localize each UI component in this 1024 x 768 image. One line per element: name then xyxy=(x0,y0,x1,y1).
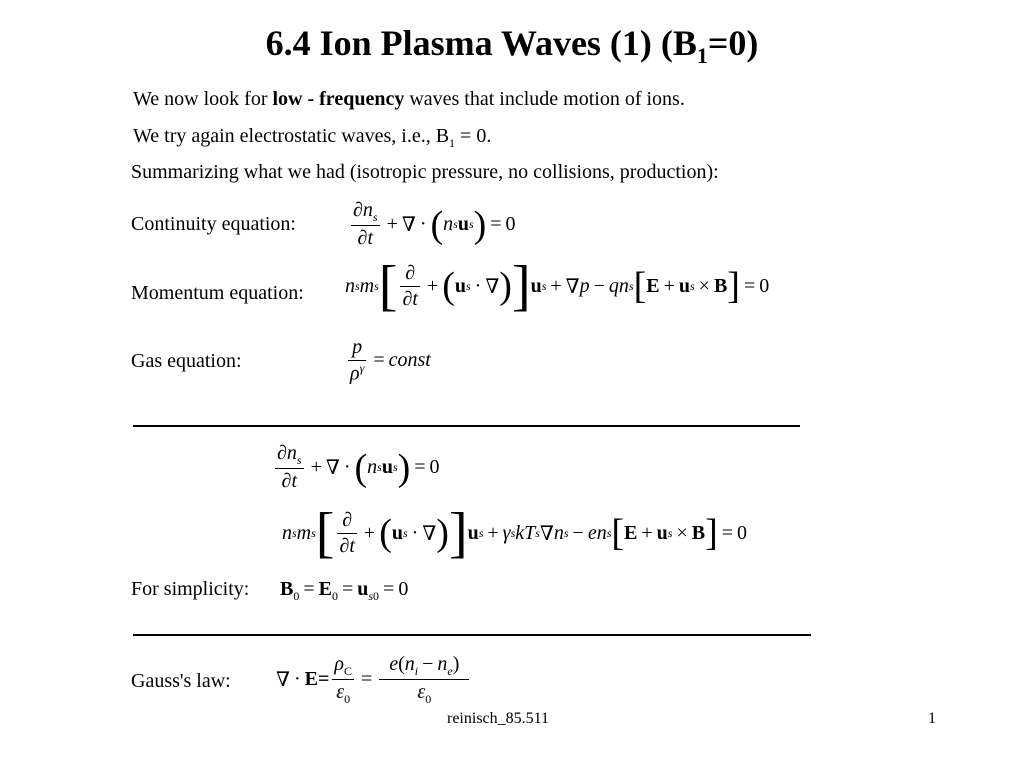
divider-2 xyxy=(133,634,811,636)
simplicity-label: For simplicity: xyxy=(131,578,250,600)
gauss-equation: ∇ · E= $\frac{\rho_C}{\varepsilon_0}$ = $\frac{e(n_i - n_e)}{\varepsilon_0}$ xyxy=(276,652,472,707)
momentum-label: Momentum equation: xyxy=(131,282,304,304)
gauss-label: Gauss's law: xyxy=(131,670,231,692)
intro-line-3: Summarizing what we had (isotropic pressure, no collisions, production): xyxy=(131,161,719,183)
footer-source: reinisch_85.511 xyxy=(447,710,550,727)
gas-equation: $\frac{p}{\rho^\gamma}$ = const xyxy=(350,336,431,385)
divider-1 xyxy=(133,425,800,427)
simplicity-equation: $B_0 = E_0 = u_{s0} = 0$ xyxy=(280,578,409,603)
low-frequency-emphasis: low - frequency xyxy=(272,88,405,110)
momentum-equation-combined: n s m s [ $\frac{\partial}{\partial t}$ + ( u s · ∇ ) ] u s + γ s kT s ∇ n s − e n s [ E + u s × B ] = 0 xyxy=(282,502,748,564)
momentum-equation: n s m s [ $\frac{\partial}{\partial t}$ + ( u s · ∇ ) ] u s + ∇ p − q n s [ E + u s × B ] = 0 xyxy=(345,255,770,317)
intro-line-2: We try again electrostatic waves, i.e., $B_1 = 0$. xyxy=(133,125,492,150)
page-number: 1 xyxy=(928,710,936,727)
continuity-equation-combined: $\frac{\partial n_s}{\partial t}$ + ∇ · ( n s u s ) = 0 xyxy=(277,442,440,492)
slide-title: 6.4 Ion Plasma Waves (1) $(B_1=0)$ xyxy=(265,23,759,69)
intro-line-1: We now look for low - frequency waves that include motion of ions. xyxy=(133,88,685,110)
gas-label: Gas equation: xyxy=(131,350,242,372)
continuity-equation: $\frac{\partial n_s}{\partial t}$ + ∇ · ( n s u s ) = 0 xyxy=(353,199,516,249)
continuity-label: Continuity equation: xyxy=(131,213,296,235)
